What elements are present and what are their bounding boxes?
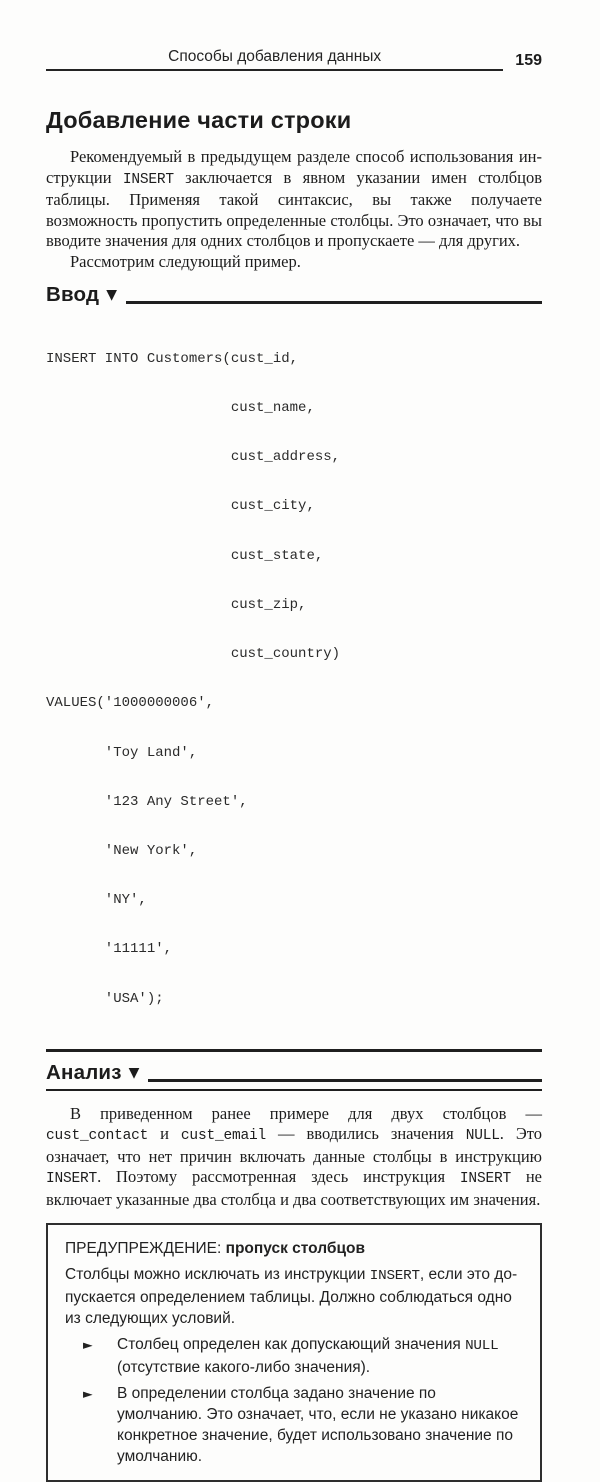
- triangle-down-icon: ▼: [128, 1064, 140, 1081]
- warning-paragraph: [65, 1264, 524, 1329]
- cust-contact-identifier: cust_contact: [46, 1128, 149, 1145]
- null-keyword: NULL: [465, 1338, 499, 1355]
- page-header: [46, 48, 542, 71]
- warning-subject: пропуск столбцов: [225, 1240, 366, 1258]
- code-line: 'New York',: [46, 843, 198, 859]
- intro-paragraph-2: Рассмотрим следующий пример.: [70, 251, 301, 271]
- analysis-text-5: . Поэтому рассмотренная здесь инструкция: [97, 1167, 460, 1187]
- analysis-text-1: В приведенном ранее примере для двух столбцов —: [70, 1103, 542, 1123]
- code-line: 'USA');: [46, 990, 164, 1007]
- analysis-paragraph: [46, 1104, 542, 1211]
- warning-bullet-list: [83, 1334, 524, 1469]
- code-line: VALUES('1000000006',: [46, 695, 215, 712]
- warning-box: [46, 1223, 542, 1482]
- header-rule: [46, 48, 503, 71]
- code-line: cust_state,: [46, 547, 324, 564]
- bullet-triangle-icon: ►: [83, 1386, 93, 1402]
- code-line: '11111',: [46, 941, 173, 958]
- analysis-section-heading: [46, 1062, 542, 1091]
- code-line: INSERT INTO Customers(cust_id,: [46, 350, 299, 367]
- triangle-down-icon: ▼: [106, 287, 117, 303]
- sql-code-listing: [46, 318, 542, 1040]
- bullet-text: [117, 1334, 524, 1378]
- heading-rule: [126, 301, 542, 304]
- code-line: '123 Any Street',: [46, 793, 248, 810]
- cust-email-identifier: cust_email: [180, 1128, 267, 1145]
- bullet-text: [117, 1383, 524, 1469]
- bullet-text-1: Столбец определен как допускающий значения: [117, 1336, 466, 1354]
- analysis-heading-label: Анализ: [46, 1060, 122, 1084]
- insert-keyword: INSERT: [122, 171, 174, 188]
- page-number: 159: [515, 52, 542, 69]
- intro-paragraph: [46, 147, 542, 252]
- warning-label: ПРЕДУПРЕЖДЕНИЕ:: [65, 1240, 222, 1258]
- intro-text-1: Рекомендуемый в предыдущем разделе способ использования инструкции: [46, 147, 542, 187]
- section-divider-rule: [46, 1049, 542, 1052]
- insert-keyword: INSERT: [369, 1268, 420, 1285]
- warning-text-2: , если это допускается определением таблицы. Должно соблюдаться одно из следующих условий.: [65, 1266, 518, 1328]
- list-item: [83, 1334, 524, 1378]
- insert-keyword: INSERT: [459, 1171, 511, 1188]
- analysis-text-6: не включает указанные два столбца и два соответствующих им значения.: [46, 1167, 543, 1209]
- input-heading-label: Ввод: [46, 283, 100, 306]
- section-title: Добавление части строки: [46, 107, 352, 133]
- list-item: [83, 1383, 524, 1469]
- warning-text-1: Столбцы можно исключать из инструкции: [65, 1266, 370, 1284]
- bullet-text-2: (отсутствие какого-либо значения).: [117, 1359, 371, 1377]
- code-line: 'NY',: [46, 892, 147, 909]
- analysis-text-4: . Это означает, что нет причин включать данные столбцы в инструкцию: [46, 1124, 542, 1166]
- running-head-title: Способы добавления данных: [168, 48, 382, 65]
- analysis-text-3: — вводились значения: [266, 1124, 466, 1144]
- code-line: cust_address,: [46, 449, 341, 466]
- warning-box-title: [65, 1238, 524, 1259]
- input-section-heading: [46, 284, 542, 306]
- code-line: cust_city,: [46, 498, 315, 515]
- intro-text-2: заключается в явном указании имен столбцов таблицы. Применяя такой синтаксис, вы также получаете возможность пропустить определенные столбцы. Это означает, что вы вводите значения для одних столбцов и пропускаете — для других.: [46, 167, 542, 250]
- heading-rule: [148, 1079, 542, 1082]
- null-keyword: NULL: [465, 1128, 500, 1145]
- code-line: 'Toy Land',: [46, 744, 198, 761]
- code-line: cust_name,: [46, 400, 315, 417]
- analysis-heading-row: [46, 1062, 542, 1084]
- insert-keyword: INSERT: [46, 1171, 98, 1188]
- analysis-text-2: и: [148, 1124, 181, 1144]
- code-line: cust_country): [46, 646, 341, 663]
- bullet-triangle-icon: ►: [83, 1337, 93, 1353]
- code-line: cust_zip,: [46, 596, 307, 613]
- bullet-text-1: В определении столбца задано значение по умолчанию. Это означает, что, если не указано никакое конкретное значение, будет использовано значение по умолчанию.: [117, 1385, 519, 1466]
